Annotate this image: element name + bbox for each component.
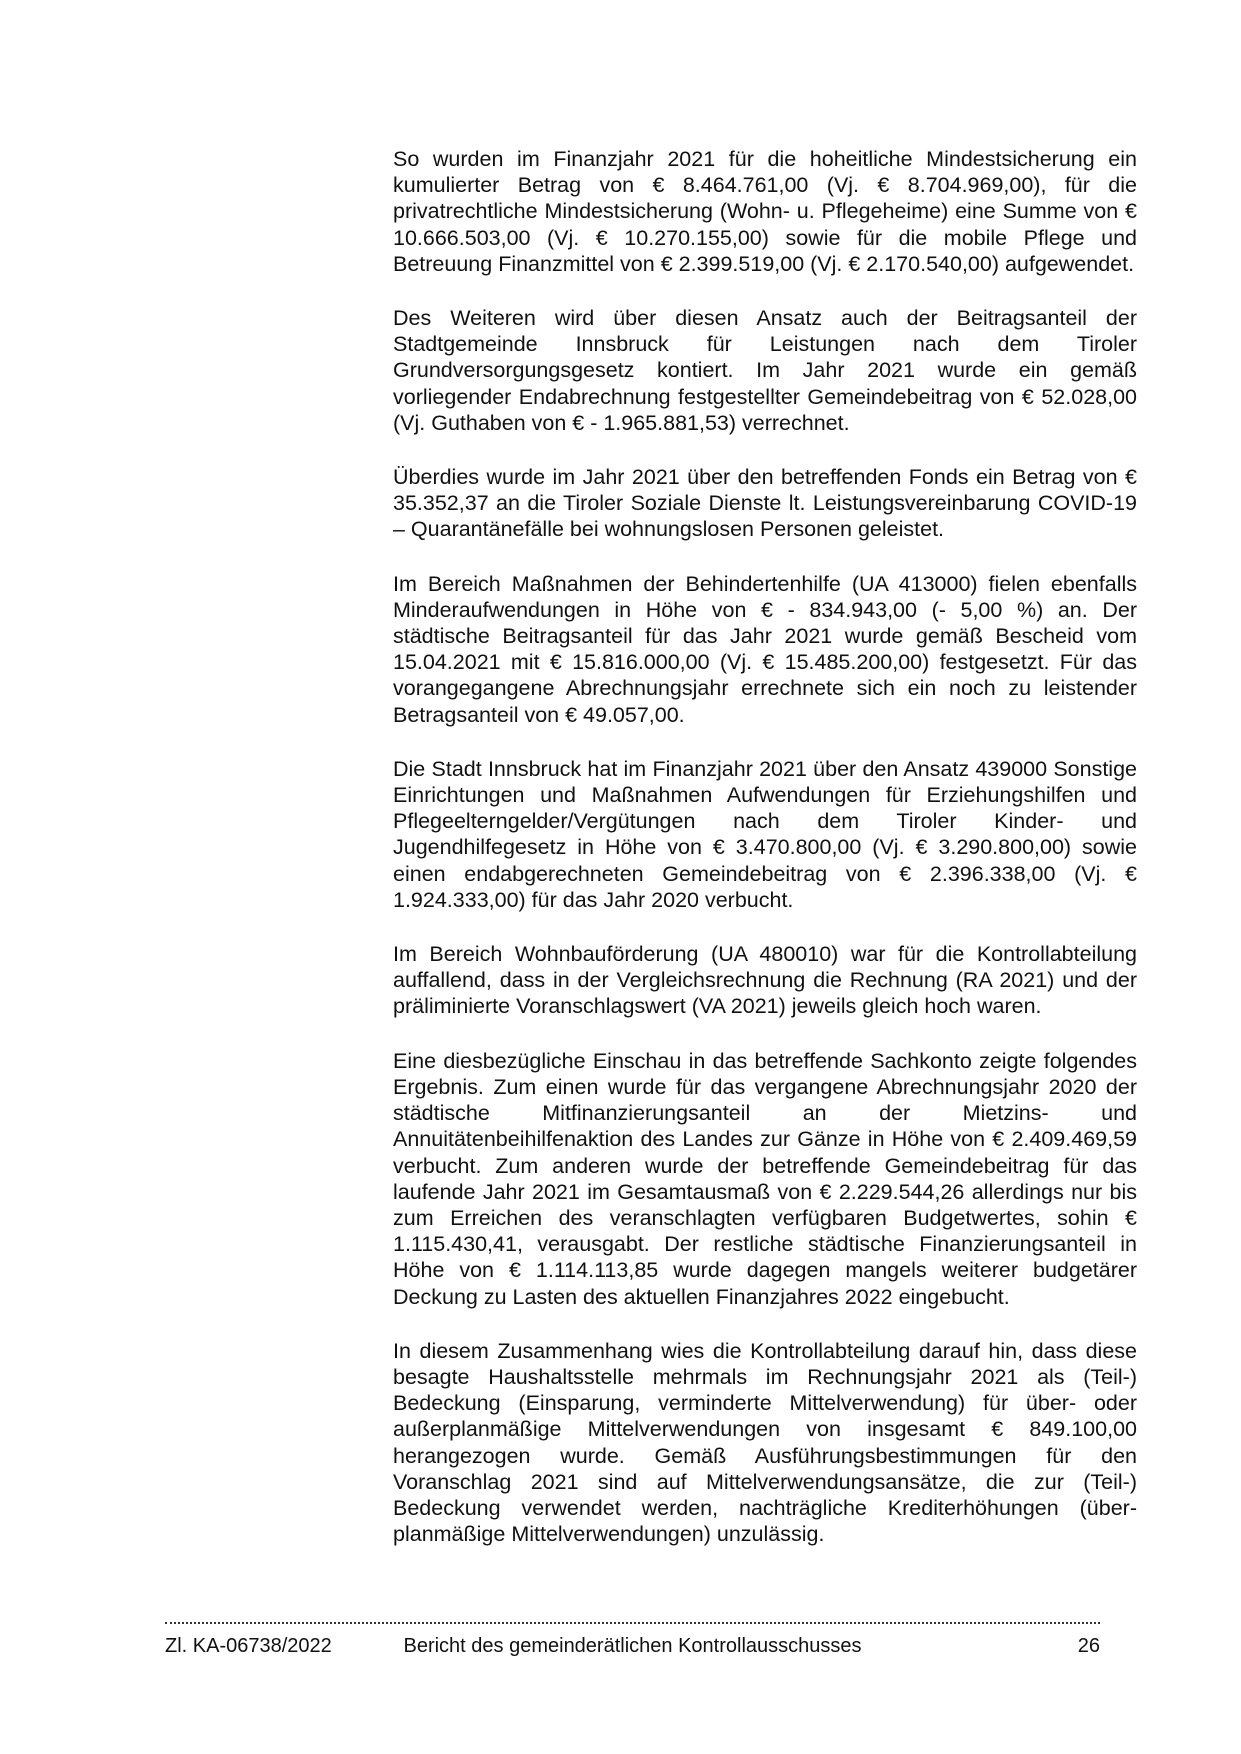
footer-page-number: 26 [1077, 1635, 1100, 1657]
paragraph-wohnbaufoerderung: Im Bereich Wohnbauförderung (UA 480010) war für die Kontrollabteilung auffallend, dass in der Vergleichsrechnung die Rechnung (RA 2021) und der präliminierte Voranschlagswert (VA 2021) jeweils gleich hoch waren. [393, 942, 1137, 1019]
page-footer [165, 1633, 1100, 1661]
paragraph-soziale-dienste: Überdies wurde im Jahr 2021 über den betreffenden Fonds ein Betrag von € 35.352,37 an die Tiroler Soziale Dienste lt. Leistungsvereinbarung COVID-19 – Quarantänefälle bei wohnungslosen Personen geleistet. [393, 465, 1137, 542]
footer-report-title: Bericht des gemeinderätlichen Kontrollausschusses [403, 1635, 862, 1657]
paragraph-haushaltsstelle: In diesem Zusammenhang wies die Kontrollabteilung darauf hin, dass diese besagte Haushaltsstelle mehrmals im Rechnungsjahr 2021 als (Teil-) Bedeckung (Einsparung, verminderte Mittelverwendung) für über- oder außerplanmäßige Mittelverwendungen von insgesamt € 849.100,00 herangezogen wurde. Gemäß Ausführungsbestimmungen für den Voranschlag 2021 sind auf Mittelverwendungsansätze, die zur (Teil-) Bedeckung verwendet werden, nachträgliche Krediterhöhungen (überplanmäßige Mittelverwendungen) unzulässig. [393, 1338, 1137, 1547]
paragraph-behindertenhilfe: Im Bereich Maßnahmen der Behindertenhilfe (UA 413000) fielen ebenfalls Minderaufwendungen in Höhe von € - 834.943,00 (- 5,00 %) an. Der städtische Beitragsanteil für das Jahr 2021 wurde gemäß Bescheid vom 15.04.2021 mit € 15.816.000,00 (Vj. € 15.485.200,00) festgesetzt. Für das vorangegangene Abrechnungsjahr errechnete sich ein noch zu leistender Betragsanteil von € 49.057,00. [393, 571, 1137, 727]
footer-divider [165, 1622, 1100, 1624]
paragraph-grundversorgung: Des Weiteren wird über diesen Ansatz auch der Beitragsanteil der Stadtgemeinde Innsbruck für Leistungen nach dem Tiroler Grundversorgungsgesetz kontiert. Im Jahr 2021 wurde ein gemäß vorliegender Endabrechnung festgestellter Gemeindebeitrag von € 52.028,00 (Vj. Guthaben von € - 1.965.881,53) verrechnet. [393, 306, 1137, 435]
report-body [393, 146, 1137, 1575]
paragraph-mindestsicherung: So wurden im Finanzjahr 2021 für die hoheitliche Mindestsicherung ein kumulierter Betrag von € 8.464.761,00 (Vj. € 8.704.969,00), für die privatrechtliche Mindestsicherung (Wohn- u. Pflegeheime) eine Summe von € 10.666.503,00 (Vj. € 10.270.155,00) sowie für die mobile Pflege und Betreuung Finanzmittel von € 2.399.519,00 (Vj. € 2.170.540,00) aufgewendet. [393, 147, 1137, 276]
paragraph-jugendhilfe: Die Stadt Innsbruck hat im Finanzjahr 2021 über den Ansatz 439000 Sonstige Einrichtungen und Maßnahmen Aufwendungen für Erziehungshilfen und Pflegeelterngelder/Vergütungen nach dem Tiroler Kinder- und Jugendhilfegesetz in Höhe von € 3.470.800,00 (Vj. € 3.290.800,00) sowie einen endabgerechneten Gemeindebeitrag von € 2.396.338,00 (Vj. € 1.924.333,00) für das Jahr 2020 verbucht. [393, 756, 1137, 912]
footer-reference-number: Zl. KA-06738/2022 [165, 1635, 332, 1657]
paragraph-sachkonto-einschau: Eine diesbezügliche Einschau in das betreffende Sachkonto zeigte folgendes Ergebnis. Zum einen wurde für das vergangene Abrechnungsjahr 2020 der städtische Mitfinanzierungsanteil an der Mietzins- und Annuitätenbeihilfenaktion des Landes zur Gänze in Höhe von € 2.409.469,59 verbucht. Zum anderen wurde der betreffende Gemeindebeitrag für das laufende Jahr 2021 im Gesamtausmaß von € 2.229.544,26 allerdings nur bis zum Erreichen des veranschlagten verfügbaren Budgetwertes, sohin € 1.115.430,41, verausgabt. Der restliche städtische Finanzierungsanteil in Höhe von € 1.114.113,85 wurde dagegen mangels weiterer budgetärer Deckung zu Lasten des aktuellen Finanzjahres 2022 eingebucht. [393, 1048, 1137, 1309]
